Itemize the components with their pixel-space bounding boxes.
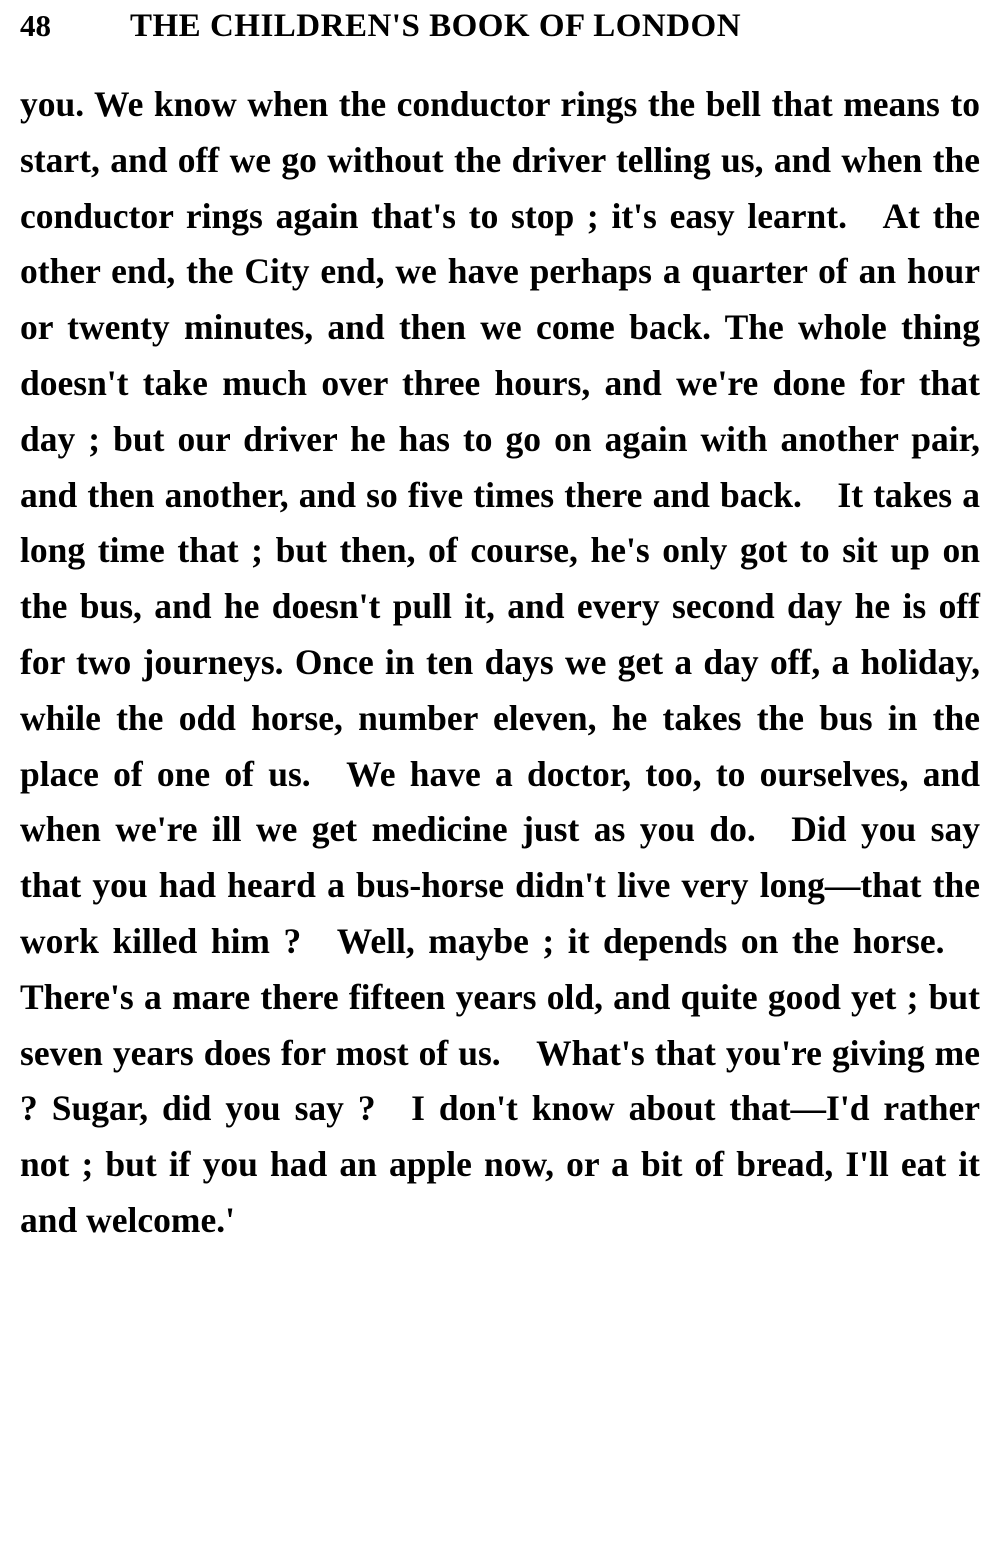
page-header xyxy=(16,10,984,43)
running-title: THE CHILDREN'S BOOK OF LONDON xyxy=(130,8,742,44)
page-number: 48 xyxy=(20,8,51,43)
body-paragraph: you. We know when the conductor rings the bell that means to start, and off we go without the driver telling us, and when the conductor rings again that's to stop ; it's easy learnt. At the other end, the City end, we have perhaps a quarter of an hour or twenty minutes, and then we come back. The whole thing doesn't take much over three hours, and we're done for that day ; but our driver he has to go on again with another pair, and then another, and so five times there and back. It takes a long time that ; but then, of course, he's only got to sit up on the bus, and he doesn't pull it, and every second day he is off for two journeys. Once in ten days we get a day off, a holiday, while the odd horse, number eleven, he takes the bus in the place of one of us. We have a doctor, too, to ourselves, and when we're ill we get medicine just as you do. Did you say that you had heard a bus-horse didn't live very long—that the work killed him ? Well, maybe ; it depends on the horse. There's a mare there fifteen years old, and quite good yet ; but seven years does for most of us. What's that you're giving me ? Sugar, did you say ? I don't know about that—I'd rather not ; but if you had an apple now, or a bit of bread, I'll eat it and welcome.' xyxy=(20,84,980,1240)
